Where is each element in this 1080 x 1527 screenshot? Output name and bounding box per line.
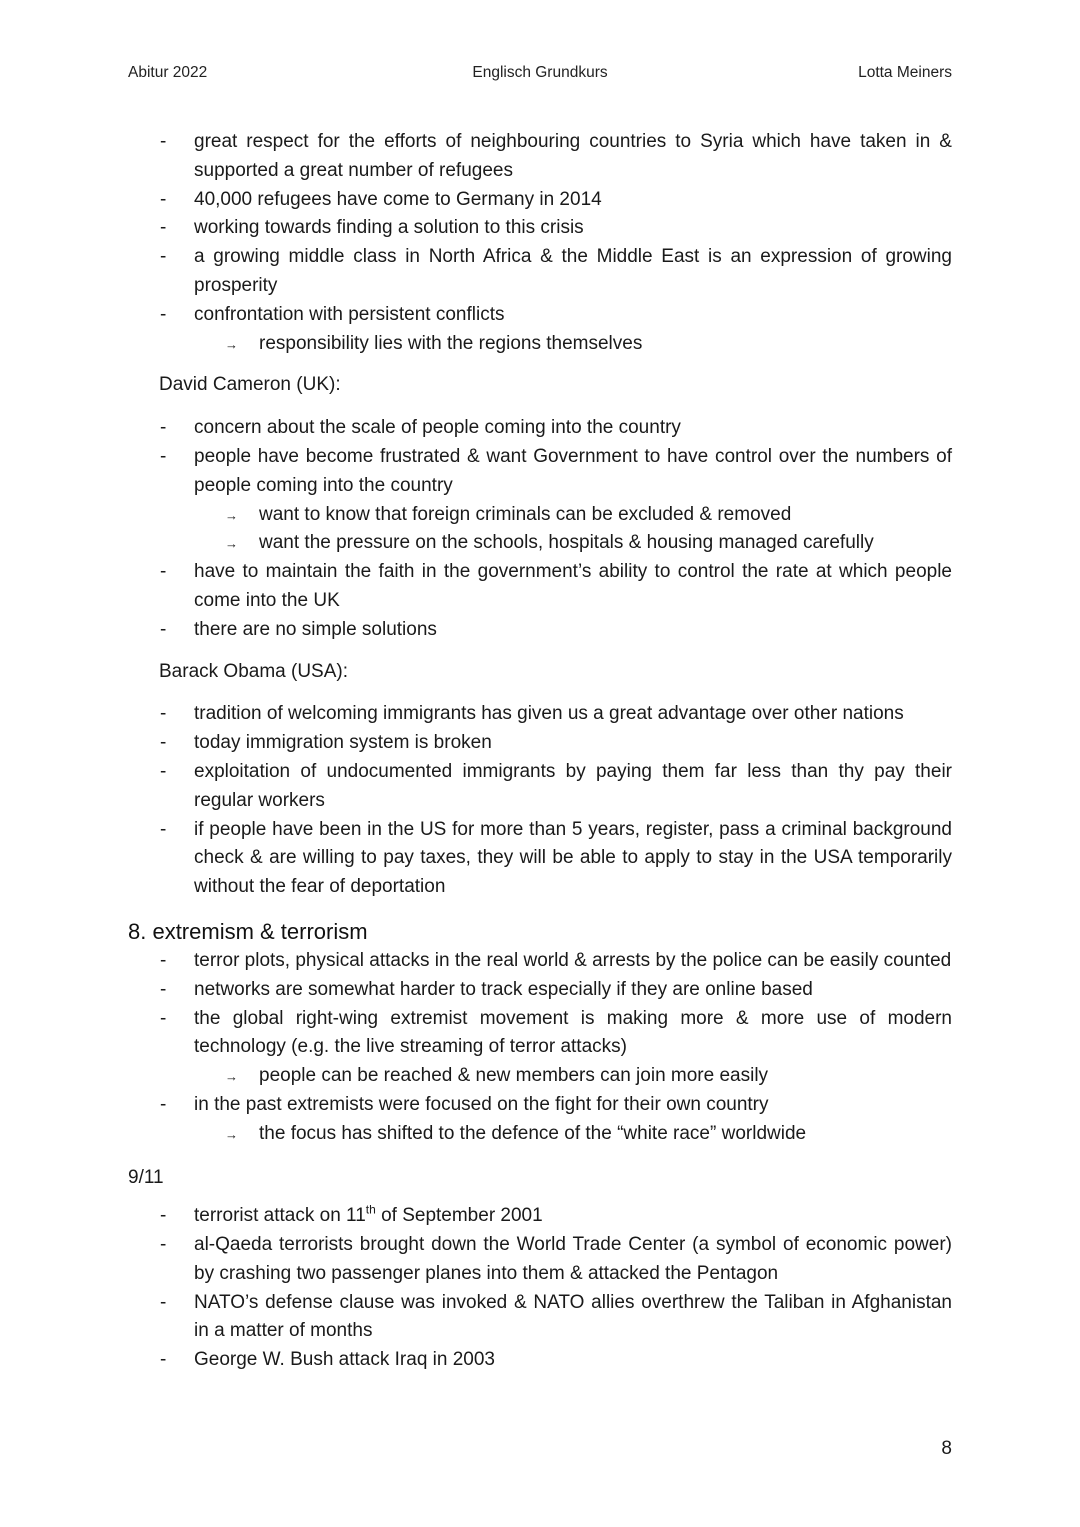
- speaker-heading-cameron: David Cameron (UK):: [159, 374, 341, 396]
- header-exam-label: Abitur 2022: [128, 64, 208, 81]
- list-item: - NATO’s defense clause was invoked & NATO allies overthrew the Taliban in Afghanistan in a matter of months: [194, 1289, 952, 1347]
- date-text-suffix: of September 2001: [375, 1205, 543, 1227]
- list-item: [194, 443, 952, 558]
- section-title-extremism: 8. extremism & terrorism: [128, 918, 368, 944]
- ordinal-suffix: th: [365, 1202, 376, 1217]
- arrow-item: → the focus has shifted to the defence of the “white race” worldwide: [259, 1120, 952, 1149]
- list-item: [194, 1202, 952, 1231]
- list-item-text: in the past extremists were focused on the fight for their own country: [194, 1093, 769, 1115]
- list-item: - tradition of welcoming immigrants has given us a great advantage over other nations: [194, 700, 952, 729]
- list-item: - networks are somewhat harder to track especially if they are online based: [194, 976, 952, 1005]
- header-author-name: Lotta Meiners: [858, 64, 952, 81]
- arrow-sub-list: [194, 330, 952, 359]
- intro-bullet-list: [128, 128, 952, 358]
- list-item: - George W. Bush attack Iraq in 2003: [194, 1346, 952, 1375]
- arrow-sub-list: [194, 1120, 952, 1149]
- list-item: - if people have been in the US for more than 5 years, register, pass a criminal background check & are willing to pay taxes, they will be able to apply to stay in the USA temporarily without the fear of deportation: [194, 816, 952, 902]
- subheading-nine-eleven: 9/11: [128, 1166, 164, 1188]
- list-item: [194, 301, 952, 359]
- page-header: [128, 64, 952, 88]
- list-item: - great respect for the efforts of neighbouring countries to Syria which have taken in & supported a great number of refugees: [194, 128, 952, 186]
- list-item: - terror plots, physical attacks in the real world & arrests by the police can be easily counted: [194, 947, 952, 976]
- list-item: [194, 1091, 952, 1149]
- date-text-prefix: terrorist attack on 11: [194, 1205, 366, 1227]
- page-content: [128, 128, 952, 1375]
- arrow-item: → want to know that foreign criminals can be excluded & removed: [259, 501, 952, 530]
- list-item: - working towards finding a solution to this crisis: [194, 214, 952, 243]
- list-item: - concern about the scale of people coming into the country: [194, 414, 952, 443]
- speaker-heading-obama: Barack Obama (USA):: [159, 660, 348, 682]
- list-item-text: people have become frustrated & want Government to have control over the numbers of people coming into the country: [194, 445, 952, 496]
- list-item: [194, 1005, 952, 1091]
- arrow-item: → want the pressure on the schools, hospitals & housing managed carefully: [259, 529, 952, 558]
- list-item: - have to maintain the faith in the government’s ability to control the rate at which people come into the UK: [194, 558, 952, 616]
- header-course-label: Englisch Grundkurs: [472, 64, 608, 81]
- arrow-item: → people can be reached & new members can join more easily: [259, 1062, 952, 1091]
- arrow-sub-list: [194, 1062, 952, 1091]
- list-item: - there are no simple solutions: [194, 616, 952, 645]
- list-item: - 40,000 refugees have come to Germany in 2014: [194, 186, 952, 215]
- nine-eleven-bullet-list: [128, 1202, 952, 1375]
- arrow-sub-list: [194, 501, 952, 559]
- obama-bullet-list: [128, 700, 952, 902]
- list-item: - al-Qaeda terrorists brought down the World Trade Center (a symbol of economic power) by crashing two passenger planes into them & attacked the Pentagon: [194, 1231, 952, 1289]
- page-number: 8: [941, 1438, 952, 1459]
- cameron-bullet-list: [128, 414, 952, 644]
- list-item-text: the global right-wing extremist movement is making more & more use of modern technology (e.g. the live streaming of terror attacks): [194, 1007, 952, 1058]
- list-item: - a growing middle class in North Africa & the Middle East is an expression of growing prosperity: [194, 243, 952, 301]
- list-item: - exploitation of undocumented immigrants by paying them far less than thy pay their regular workers: [194, 758, 952, 816]
- arrow-item: → responsibility lies with the regions themselves: [259, 330, 952, 359]
- extremism-bullet-list: [128, 947, 952, 1149]
- list-item: - today immigration system is broken: [194, 729, 952, 758]
- list-item-text: confrontation with persistent conflicts: [194, 303, 505, 325]
